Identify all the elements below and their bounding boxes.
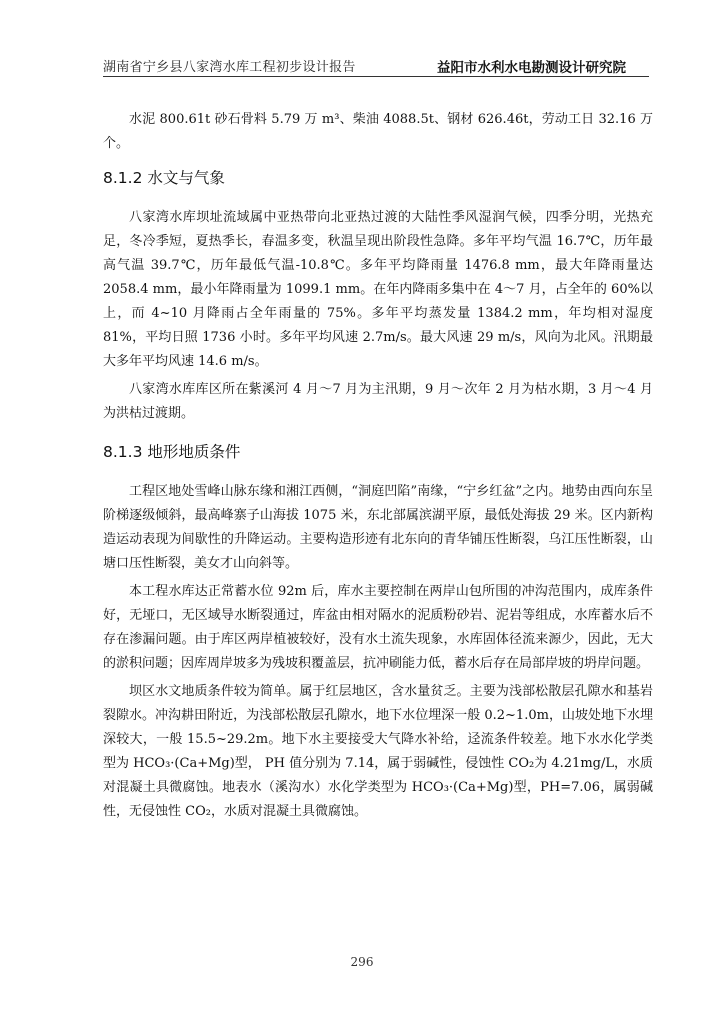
paragraph-hydrogeology: 坝区水文地质条件较为简单。属于红层地区，含水量贫乏。主要为浅部松散层孔隙水和基岩裂隙水。冲沟耕田附近，为浅部松散层孔隙水，地下水位埋深一般 0.2~1.0m，山坡处地下水埋深较大，一般 15.5~29.2m。地下水主要接受大气降水补给，迳流条件较差。地下水水化学类型为 HCO₃·(Ca+Mg)型， PH 值分别为 7.14，属于弱碱性，侵蚀性 CO₂为 4.21mg/L，水质对混凝土具微腐蚀。地表水（溪沟水）水化学类型为 HCO₃·(Ca+Mg)型，PH=7.06，属弱碱性，无侵蚀性 CO₂，水质对混凝土具微腐蚀。	[103, 684, 653, 819]
header-divider	[103, 76, 649, 77]
page-body	[103, 108, 653, 828]
section-heading-geology: 8.1.3 地形地质条件	[103, 443, 241, 461]
header-institute-name: 益阳市水利水电勘测设计研究院	[437, 60, 626, 76]
paragraph-climate: 八家湾水库坝址流域属中亚热带向北亚热过渡的大陆性季风湿润气候，四季分明，光热充足，冬冷季短，夏热季长，春温多变，秋温呈现出阶段性急降。多年平均气温 16.7℃，历年最高气温 39.7℃，历年最低气温-10.8℃。多年平均降雨量 1476.8 mm，最大年降雨量达 2058.4 mm，最小年降雨量为 1099.1 mm。在年内降雨多集中在 4～7 月，占全年的 60%以上，而 4~10 月降雨占全年雨量的 75%。多年平均蒸发量 1384.2 mm，年均相对湿度 81%，平均日照 1736 小时。多年平均风速 2.7m/s。最大风速 29 m/s，风向为北风。汛期最大多年平均风速 14.6 m/s。	[103, 210, 653, 369]
paragraph-terrain: 工程区地处雪峰山脉东缘和湘江西侧，“洞庭凹陷”南缘，“宁乡红盆”之内。地势由西向东呈阶梯逐级倾斜，最高峰寨子山海拔 1075 米，东北部属滨湖平原，最低处海拔 29 米。区内新构造运动表现为间歇性的升降运动。主要构造形迹有北东向的青华铺压性断裂，乌江压性断裂，山塘口压性断裂，美女才山向斜等。	[103, 484, 653, 571]
paragraph-reservoir: 本工程水库达正常蓄水位 92m 后，库水主要控制在两岸山包所围的冲沟范围内，成库条件好，无垭口，无区域导水断裂通过，库盆由相对隔水的泥质粉砂岩、泥岩等组成，水库蓄水后不存在渗漏问题。由于库区两岸植被较好，没有水土流失现象，水库固体径流来源少，因此，无大的淤积问题；因库周岸坡多为残坡积覆盖层，抗冲刷能力低，蓄水后存在局部岸坡的坍岸问题。	[103, 584, 653, 671]
page-number: 296	[350, 955, 374, 969]
header-report-title: 湖南省宁乡县八家湾水库工程初步设计报告	[103, 60, 356, 75]
paragraph-materials: 水泥 800.61t 砂石骨料 5.79 万 m³、柴油 4088.5t、钢材 626.46t，劳动工日 32.16 万个。	[103, 112, 653, 151]
paragraph-flood-season: 八家湾水库库区所在紫溪河 4 月～7 月为主汛期，9 月～次年 2 月为枯水期，3 月～4 月为洪枯过渡期。	[103, 382, 653, 421]
section-heading-hydrology: 8.1.2 水文与气象	[103, 169, 225, 187]
